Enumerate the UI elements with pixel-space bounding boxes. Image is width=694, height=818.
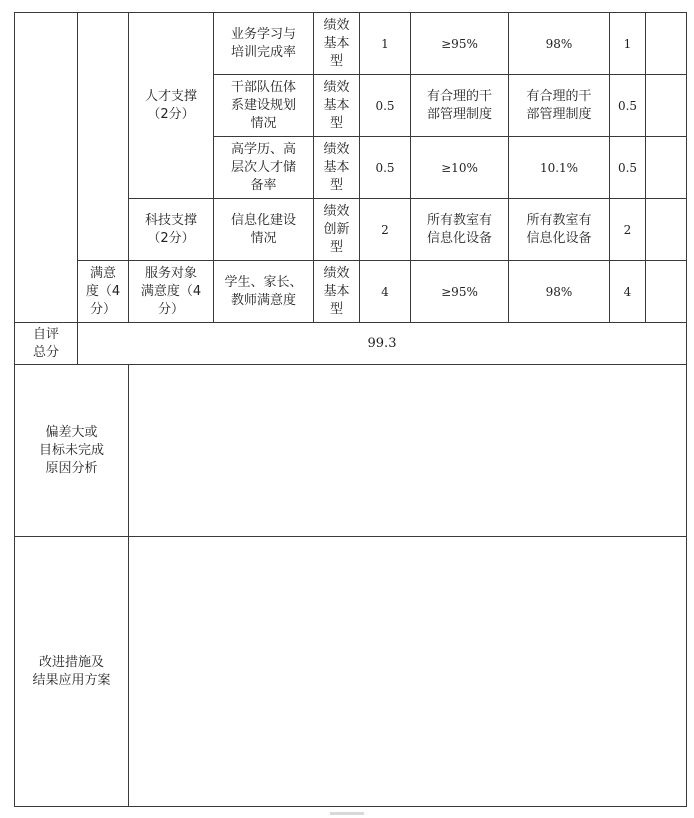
indicator-target: ≥95%: [411, 261, 509, 323]
indicator-actual: 有合理的干 部管理制度: [509, 75, 610, 137]
indicator-weight: 0.5: [360, 75, 411, 137]
blank-remark-cell: [646, 261, 687, 323]
indicator-name: 信息化建设 情况: [214, 199, 314, 261]
indicator-score: 4: [610, 261, 646, 323]
indicator-target: 有合理的干 部管理制度: [411, 75, 509, 137]
indicator-score: 0.5: [610, 75, 646, 137]
group-satisfaction: 满意 度（4 分）: [78, 261, 129, 323]
indicator-name: 干部队伍体 系建设规划 情况: [214, 75, 314, 137]
blank-second-level-cell: [78, 13, 129, 261]
deviation-label: 偏差大或 目标未完成 原因分析: [15, 365, 129, 537]
page-footer-mark: [330, 812, 364, 815]
indicator-score: 0.5: [610, 137, 646, 199]
indicator-actual: 所有教室有 信息化设备: [509, 199, 610, 261]
self-eval-total: 99.3: [78, 323, 687, 365]
indicator-name: 学生、家长、 教师满意度: [214, 261, 314, 323]
category-tech-support: 科技支撑 （2分）: [129, 199, 214, 261]
indicator-type: 绩效 基本 型: [314, 75, 360, 137]
indicator-weight: 2: [360, 199, 411, 261]
table-row: [15, 261, 687, 323]
improvement-content[interactable]: [129, 537, 687, 807]
indicator-type: 绩效 基本 型: [314, 13, 360, 75]
indicator-actual: 10.1%: [509, 137, 610, 199]
category-talent-support: 人才支撑 （2分）: [129, 13, 214, 199]
performance-evaluation-table: [14, 12, 687, 807]
blank-remark-cell: [646, 199, 687, 261]
self-eval-label: 自评 总分: [15, 323, 78, 365]
indicator-name: 业务学习与 培训完成率: [214, 13, 314, 75]
indicator-weight: 0.5: [360, 137, 411, 199]
indicator-score: 2: [610, 199, 646, 261]
indicator-name: 高学历、高 层次人才储 备率: [214, 137, 314, 199]
indicator-target: ≥95%: [411, 13, 509, 75]
table-row-self-eval: [15, 323, 687, 365]
table-row-deviation: [15, 365, 687, 537]
indicator-actual: 98%: [509, 261, 610, 323]
indicator-weight: 4: [360, 261, 411, 323]
deviation-content[interactable]: [129, 365, 687, 537]
table-row-improvement: [15, 537, 687, 807]
blank-remark-cell: [646, 13, 687, 75]
blank-remark-cell: [646, 137, 687, 199]
indicator-type: 绩效 基本 型: [314, 137, 360, 199]
indicator-actual: 98%: [509, 13, 610, 75]
indicator-type: 绩效 创新 型: [314, 199, 360, 261]
indicator-target: ≥10%: [411, 137, 509, 199]
blank-first-level-cell: [15, 13, 78, 323]
indicator-target: 所有教室有 信息化设备: [411, 199, 509, 261]
category-service-satisfaction: 服务对象 满意度（4 分）: [129, 261, 214, 323]
indicator-type: 绩效 基本 型: [314, 261, 360, 323]
blank-remark-cell: [646, 75, 687, 137]
table-row: [15, 13, 687, 75]
indicator-score: 1: [610, 13, 646, 75]
indicator-weight: 1: [360, 13, 411, 75]
improvement-label: 改进措施及 结果应用方案: [15, 537, 129, 807]
